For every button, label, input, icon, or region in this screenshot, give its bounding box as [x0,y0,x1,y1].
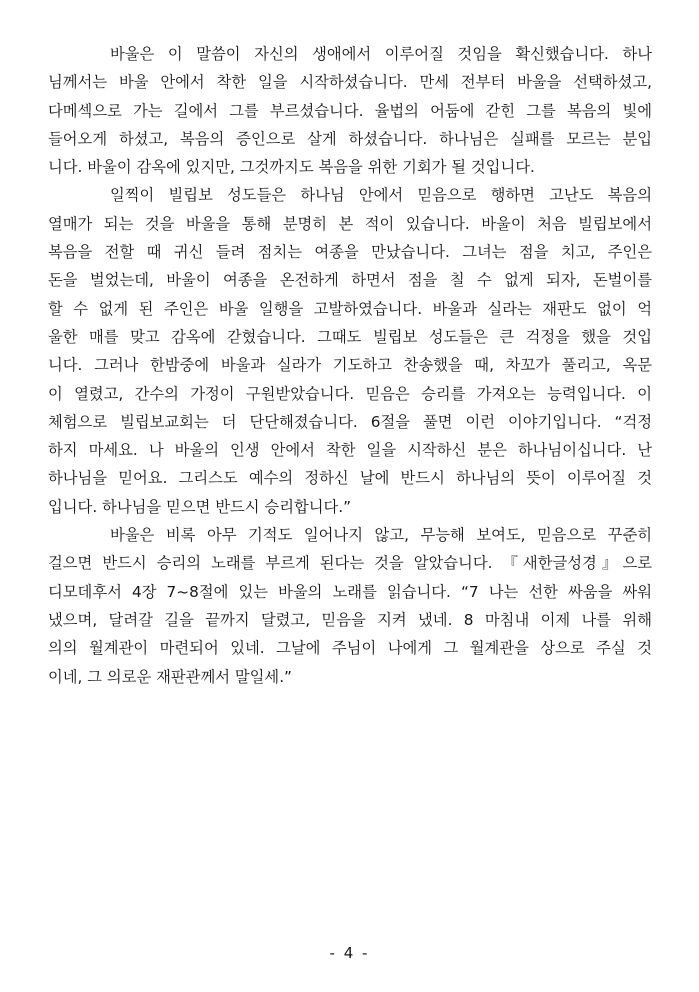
text-line: 일찍이 빌립보 성도들은 하나님 안에서 믿음으로 행하면 고난도 복음의 [110,186,652,205]
text-line: 하지 마세요. 나 바울의 인생 안에서 착한 일을 시작하신 분은 하나님이십니다. 난 [48,441,652,460]
text-line: 들어오게 하셨고, 복음의 증인으로 살게 하셨습니다. 하나님은 실패를 모르는 분입 [48,129,652,148]
paragraph-2 [48,181,652,521]
text-line: 입니다. 하나님을 믿으면 반드시 승리합니다.” [48,497,352,516]
text-line: 바울은 비록 아무 기적도 일어나지 않고, 무능해 보여도, 믿음으로 꾸준히 [110,526,652,545]
text-line: 울한 매를 맞고 감옥에 갇혔습니다. 그때도 빌립보 성도들은 큰 걱정을 했을 것입 [48,327,652,346]
text-line: 돈을 벌었는데, 바울이 여종을 온전하게 하면서 점을 칠 수 없게 되자, 돈벌이를 [48,271,652,290]
text-line: 니다. 바울이 감옥에 있지만, 그것까지도 복음을 위한 기회가 될 것입니다. [48,158,535,177]
text-line: 바울은 이 말씀이 자신의 생애에서 이루어질 것임을 확신했습니다. 하나 [110,45,652,63]
text-line: 이 열렸고, 간수의 가정이 구원받았습니다. 믿음은 승리를 가져오는 능력입니다. 이 [48,384,652,403]
document-body [48,40,652,691]
text-line: 다메섹으로 가는 길에서 그를 부르셨습니다. 율법의 어둠에 갇힌 그를 복음의 빛에 [48,101,652,120]
text-line: 걸으면 반드시 승리의 노래를 부르게 된다는 것을 알았습니다. 『새한글성경』으로 [48,554,652,573]
text-line: 의의 월계관이 마련되어 있네. 그날에 주님이 나에게 그 월계관을 상으로 주실 것 [48,639,652,658]
text-line: 할 수 없게 된 주인은 바울 일행을 고발하였습니다. 바울과 실라는 재판도 없이 억 [48,299,652,318]
text-line: 하나님을 믿어요. 그리스도 예수의 정하신 날에 반드시 하나님의 뜻이 이루어질 것 [48,469,652,488]
text-line: 니다. 그러나 한밤중에 바울과 실라가 기도하고 찬송했을 때, 차꼬가 풀리고, 옥문 [48,356,652,375]
text-line: 열매가 되는 것을 바울을 통해 분명히 본 적이 있습니다. 바울이 처음 빌립보에서 [48,214,652,233]
text-line: 님께서는 바울 안에서 착한 일을 시작하셨습니다. 만세 전부터 바울을 선택하셨고, [48,73,652,92]
paragraph-1 [48,40,652,181]
text-line: 디모데후서 4장 7~8절에 있는 바울의 노래를 읽습니다. “7 나는 선한 싸움을 싸워 [48,582,652,601]
text-line: 체험으로 빌립보교회는 더 단단해졌습니다. 6절을 풀면 이런 이야기입니다. “걱정 [48,412,652,431]
page-number: - 4 - [329,944,370,962]
text-line: 복음을 전할 때 귀신 들려 점치는 여종을 만났습니다. 그녀는 점을 치고, 주인은 [48,243,652,262]
text-line: 냈으며, 달려갈 길을 끝까지 달렸고, 믿음을 지켜 냈네. 8 마침내 이제 나를 위해 [48,610,652,629]
paragraph-3 [48,521,652,691]
text-line: 이네, 그 의로운 재판관께서 말일세.” [48,667,292,686]
